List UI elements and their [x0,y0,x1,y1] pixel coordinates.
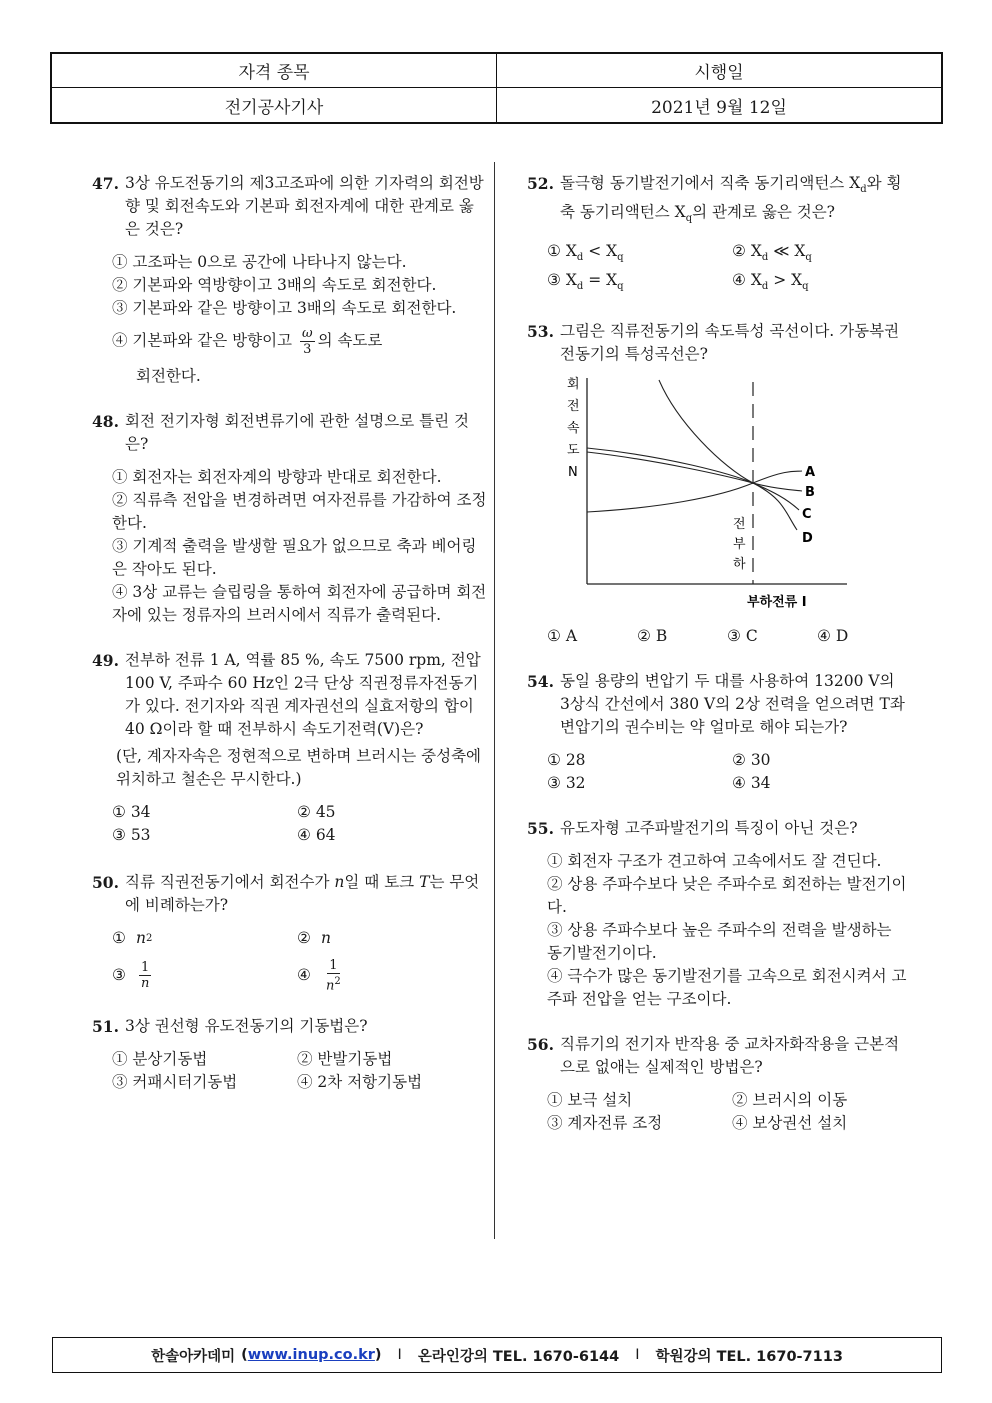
subscript-q: q [805,252,812,264]
option-2[interactable]: ② B [637,627,668,646]
question-52 [527,172,907,298]
offline-lecture-tel: 학원강의 TEL. 1670-7113 [655,1348,843,1365]
footer-bar [52,1337,942,1373]
question-51 [92,1015,487,1094]
subject-label: 자격 종목 [52,54,497,88]
option-text: ③ X [547,271,577,290]
option-3[interactable]: ③ $X_d = X_q$ [547,271,624,293]
question-number: 49. [92,651,119,670]
stem-part: 직류 직권전동기에서 회전수가 [124,873,330,891]
denominator-var: n [326,978,335,994]
operator: > [773,271,787,290]
option-grid [92,801,487,847]
option-mark: ② [297,929,311,947]
curve-a [587,471,802,512]
stem-var-x: X [674,203,686,222]
option-exponent: 2 [145,933,153,944]
option-1[interactable]: ① 34 [112,803,151,821]
stem-part: 는 무엇에 비례하는가? [124,873,480,914]
question-number: 50. [92,873,119,892]
option-4[interactable]: ④ 2차 저항기동법 [297,1073,423,1092]
question-stem [92,871,487,917]
option-4[interactable]: ④ D [817,627,849,646]
full-load-char: 전 [733,517,746,533]
academy-name: 한솔아카데미 [151,1348,236,1365]
question-48 [92,410,487,627]
stem-part: 의 관계로 옳은 것은? [692,203,835,222]
question-stem [92,1015,487,1038]
option-1[interactable]: ① 회전자 구조가 견고하여 고속에서도 잘 견딘다. [547,852,882,871]
option-2[interactable]: ② 반발기동법 [297,1050,393,1069]
stem-part: 돌극형 동기발전기에서 직축 동기리액턴스 [559,174,845,192]
option-3[interactable]: ③ 상용 주파수보다 높은 주파수의 전력을 발생하는 동기발전기이다. [547,921,892,963]
academy-link[interactable]: www.inup.co.kr [247,1347,375,1363]
question-text: 유도자형 고주파발전기의 특징이 아닌 것은? [559,819,858,838]
denominator-exponent: 2 [334,976,341,987]
option-4-text: ④ 기본파와 같은 방향이고 [112,331,293,350]
speed-characteristic-figure [557,372,907,619]
question-53 [527,320,907,648]
question-text: 전부하 전류 1 A, 역률 85 %, 속도 7500 rpm, 전압 100 V, 주파수 60 Hz인 2극 단상 직권정류자전동기가 있다. 전기자와 직권 계자권선의 실효저항의 합이 40 Ω이라 할 때 전부하시 속도기전력(V)은? [124,651,481,738]
fraction-numerator: ω [301,326,313,341]
option-4[interactable]: ④ $X_d > X_q$ [732,271,809,293]
option-2[interactable]: ② $X_d$ ≪ $X_q$ [732,242,812,264]
option-3[interactable]: ③ 기본파와 같은 방향이고 3배의 속도로 회전한다. [112,299,457,317]
subscript-d: d [860,184,867,196]
option-grid [527,1089,907,1135]
question-50 [92,871,487,993]
option-1[interactable]: ① 28 [547,751,586,770]
option-2[interactable]: ② 브러시의 이동 [732,1091,848,1110]
subscript-q: q [685,213,693,225]
option-3[interactable]: ③ 32 [547,774,586,793]
option-text: ④ X [732,271,762,290]
question-number: 54. [527,672,554,692]
question-text [560,172,907,230]
question-text: 직류기의 전기자 반작용 중 교차자화작용을 근본적으로 없애는 실제적인 방법은? [559,1035,900,1077]
option-2[interactable]: ② 상용 주파수보다 낮은 주파수로 회전하는 발전기이다. [547,875,907,917]
url-wrap: (www.inup.co.kr) [241,1347,382,1363]
option-1[interactable]: ① 회전자는 회전자계의 방향과 반대로 회전한다. [112,468,442,486]
question-number: 56. [527,1035,554,1055]
option-2[interactable]: ② 직류측 전압을 변경하려면 여자전류를 가감하여 조정한다. [112,491,487,532]
date-value: 2021년 9월 12일 [651,97,787,118]
full-load-char: 하 [733,557,746,573]
option-text: ② X [732,242,762,261]
question-stem [527,172,907,230]
option-4[interactable]: ④ 64 [297,826,336,844]
question-number: 53. [527,322,554,342]
option-1[interactable]: ① 분상기동법 [112,1050,208,1069]
subject-value: 전기공사기사 [52,88,497,122]
question-text [125,871,487,917]
option-4[interactable]: ④ 34 [732,774,771,793]
subscript-d: d [576,281,584,293]
question-47 [92,172,487,388]
question-stem [527,670,907,739]
option-1[interactable]: ① 고조파는 0으로 공간에 나타나지 않는다. [112,253,407,271]
option-mark: ① [112,929,126,947]
right-column [527,172,907,1153]
question-number: 52. [527,174,554,193]
option-list [92,251,487,388]
fraction [139,960,151,991]
operator: < [588,242,602,261]
subscript-d: d [576,252,584,264]
header-table [50,52,943,124]
question-stem [92,410,487,456]
question-number: 47. [92,174,119,193]
y-label-char: 전 [567,399,580,415]
option-1[interactable]: ① $X_d < X_q$ [547,242,624,264]
operator: = [588,271,602,290]
option-text: ① X [547,242,577,261]
option-2[interactable] [297,927,487,950]
option-4-text-post: 의 속도로 [317,331,383,350]
question-number: 55. [527,819,554,839]
footer-separator: I [635,1347,640,1363]
option-3[interactable]: ③ 기계적 출력을 발생할 필요가 없으므로 축과 베어링은 작아도 된다. [112,537,477,578]
option-4[interactable]: ④ 보상권선 설치 [732,1114,848,1133]
option-4[interactable] [112,326,487,388]
option-grid [527,240,907,298]
question-text: 그림은 직류전동기의 속도특성 곡선이다. 가동복권전동기의 특성곡선은? [559,322,900,364]
question-text: 동일 용량의 변압기 두 대를 사용하여 13200 V의 3상식 간선에서 380 V의 2상 전력을 얻으려면 T좌 변압기의 권수비는 약 얼마로 해야 되는가? [559,672,905,737]
y-label-char: N [568,465,578,481]
date-label: 시행일 [497,54,941,88]
option-1[interactable] [112,927,297,950]
online-lecture-tel: 온라인강의 TEL. 1670-6144 [417,1348,620,1365]
option-1[interactable]: ① 보극 설치 [547,1091,633,1110]
curve-label-c: C [802,507,812,523]
curve-b [587,452,802,491]
x-axis-label: 부하전류 I [747,595,807,611]
question-stem [92,649,487,741]
option-3[interactable]: ③ 커패시터기동법 [112,1073,238,1092]
option-3[interactable] [112,958,297,993]
fraction-numerator: 1 [329,958,338,973]
stem-var-n: n [334,873,345,891]
option-4[interactable]: ④ 극수가 많은 동기발전기를 고속으로 회전시켜서 고주파 전압을 얻는 구조이다. [547,967,907,1009]
option-4-line2: 회전한다. [136,367,201,385]
option-3[interactable]: ③ 계자전류 조정 [547,1114,663,1133]
column-divider [494,162,495,1239]
option-grid [92,927,487,993]
question-54 [527,670,907,795]
subscript-d: d [761,281,769,293]
question-stem [527,320,907,366]
question-56 [527,1033,907,1135]
curve-label-a: A [805,465,816,481]
option-mark: ④ [297,966,311,985]
question-stem [92,172,487,241]
option-row [527,625,907,648]
subscript-q: q [617,252,624,264]
option-2[interactable]: ② 기본파와 역방향이고 3배의 속도로 회전한다. [112,276,437,294]
fraction-denominator: 3 [303,342,312,357]
question-text: 3상 권선형 유도전동기의 기동법은? [124,1017,368,1036]
question-55 [527,817,907,1011]
y-label-char: 회 [567,377,580,393]
operator: ≪ [773,242,790,261]
curve-label-d: D [802,531,813,547]
question-text: 회전 전기자형 회전변류기에 관한 설명으로 틀린 것은? [124,412,469,453]
speed-curve-diagram [557,372,857,612]
fraction [300,326,315,357]
question-text: 3상 유도전동기의 제3고조파에 의한 기자력의 회전방향 및 회전속도와 기본파 회전자계에 대한 관계로 옳은 것은? [124,174,484,238]
fraction [324,958,343,993]
option-grid [92,1048,487,1094]
option-value: n [321,929,331,947]
question-stem [527,817,907,840]
option-list [527,850,907,1011]
option-2[interactable]: ② 45 [297,803,336,821]
curve-c [587,448,799,510]
question-stem [527,1033,907,1079]
question-number: 48. [92,412,119,431]
left-column [92,172,487,1112]
stem-part: 일 때 토크 [344,873,415,891]
option-list [92,466,487,627]
question-note: (단, 계자자속은 정현적으로 변하며 브러시는 중성축에 위치하고 철손은 무시한다.) [116,747,482,788]
stem-part: 와 횡축 동기리액턴스 [559,174,902,222]
question-number: 51. [92,1017,119,1037]
subscript-d: d [761,252,769,264]
option-3[interactable]: ③ C [727,627,758,646]
option-1[interactable]: ① A [547,627,578,646]
curve-d [659,380,797,533]
fraction-numerator: 1 [141,960,150,976]
option-grid [527,749,907,795]
option-2[interactable]: ② 30 [732,751,771,770]
option-3[interactable]: ③ 53 [112,826,151,844]
subscript-q: q [617,281,624,293]
curve-label-b: B [805,485,815,501]
y-label-char: 속 [567,421,580,437]
subscript-q: q [802,281,809,293]
question-49 [92,649,487,847]
stem-var-x: X [849,174,861,192]
option-mark: ③ [112,966,126,985]
fraction-denominator [324,974,343,993]
fraction-denominator: n [141,976,150,992]
stem-var-t: T [419,873,430,891]
full-load-char: 부 [733,537,746,553]
y-label-char: 도 [567,443,580,459]
option-value: n [136,929,146,947]
option-4[interactable] [297,958,487,993]
option-4[interactable]: ④ 3상 교류는 슬립링을 통하여 회전자에 공급하며 회전자에 있는 정류자의 브러시에서 직류가 출력된다. [112,583,487,624]
footer-separator: I [397,1347,402,1363]
